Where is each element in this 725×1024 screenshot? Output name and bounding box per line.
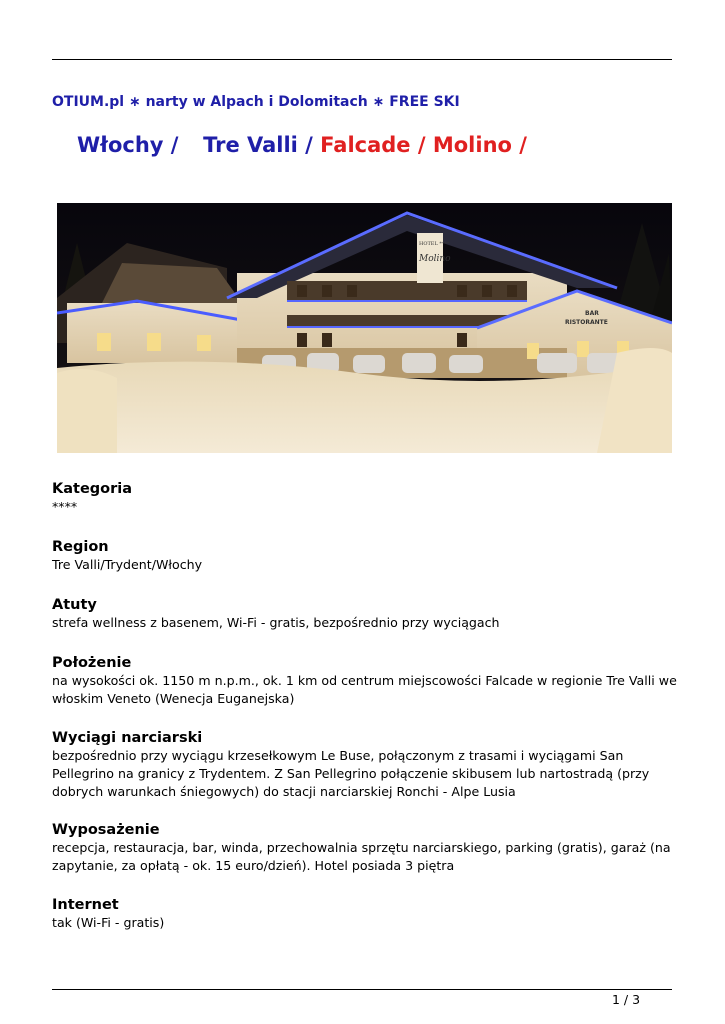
photo-bar-sign: BAR [585, 310, 599, 317]
page-number: 1 / 3 [612, 992, 641, 1007]
section-internet [52, 896, 677, 932]
section-text: recepcja, restauracja, bar, winda, przechowalnia sprzętu narciarskiego, parking (gratis), garaż (na zapytanie, za opłatą - ok. 15 euro/dzień). Hotel posiada 3 piętra [52, 840, 671, 873]
breadcrumb-hotel: Molino / [432, 133, 527, 157]
section-title: Atuty [52, 597, 97, 613]
section-text: bezpośrednio przy wyciągu krzesełkowym Le Buse, połączonym z trasami i wyciągami San Pellegrino na granicy z Trydentem. Z San Pellegrino połączenie skibusem lub nartostradą (przy dobrych warunkach śniegowych) do stacji narciarskiej Ronchi - Alpe Lusia [52, 748, 650, 799]
section-polozenie [52, 654, 677, 708]
section-text: **** [52, 499, 78, 514]
hotel-photo [57, 203, 672, 453]
section-text: tak (Wi-Fi - gratis) [52, 915, 165, 930]
photo-ristorante-sign: RISTORANTE [565, 319, 608, 326]
section-title: Wyciągi narciarski [52, 730, 203, 746]
breadcrumb-town: Falcade / [320, 133, 426, 157]
section-kategoria [52, 480, 677, 516]
breadcrumb-region: Tre Valli / [203, 133, 313, 157]
photo-sign-small: HOTEL **** [419, 241, 450, 247]
section-title: Wyposażenie [52, 822, 160, 838]
section-title: Kategoria [52, 481, 133, 497]
section-title: Internet [52, 897, 119, 913]
photo-sign-name: Molino [419, 254, 451, 264]
section-region [52, 538, 677, 574]
breadcrumb-country: Włochy / [77, 133, 179, 157]
section-title: Region [52, 539, 109, 555]
section-text: strefa wellness z basenem, Wi-Fi - gratis, bezpośrednio przy wyciągach [52, 615, 500, 630]
section-atuty [52, 596, 677, 632]
section-title: Położenie [52, 655, 132, 671]
top-rule [52, 59, 672, 60]
section-text: Tre Valli/Trydent/Włochy [52, 557, 203, 572]
breadcrumb [77, 133, 527, 157]
section-wyposazenie [52, 821, 677, 875]
bottom-rule [52, 989, 672, 990]
site-header-title: OTIUM.pl ∗ narty w Alpach i Dolomitach ∗ FREE SKI [52, 94, 460, 110]
section-text: na wysokości ok. 1150 m n.p.m., ok. 1 km od centrum miejscowości Falcade w regionie Tre Valli we włoskim Veneto (Wenecja Euganejska) [52, 673, 677, 706]
section-wyciagi [52, 729, 677, 801]
